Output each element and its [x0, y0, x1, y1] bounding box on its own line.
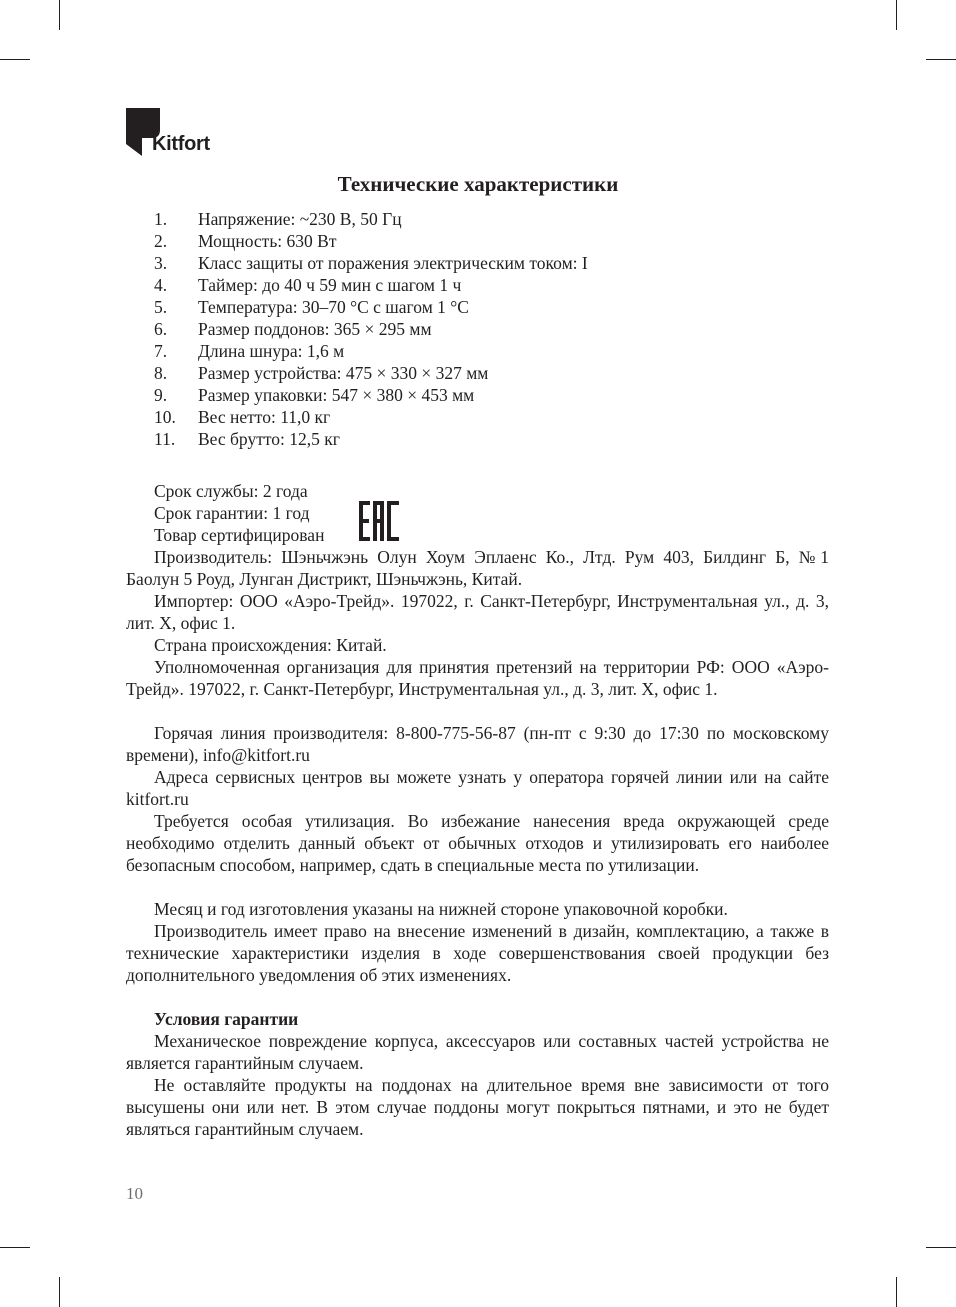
- warranty-paragraph: Механическое повреждение корпуса, аксессуаров или составных частей устройства не является гарантийным случаем.: [126, 1031, 829, 1073]
- eac-mark-icon: [358, 500, 400, 542]
- production-date-info: Месяц и год изготовления указаны на нижней стороне упаковочной коробки.: [154, 899, 728, 919]
- crop-mark-top-right-v: [896, 0, 897, 30]
- authorized-organization: Уполномоченная организация для принятия претензий на территории РФ: ООО «Аэро-Трейд». 197022, г. Санкт-Петербург, Инструментальная ул., д. 3, лит. Х, офис 1.: [126, 657, 829, 699]
- list-item: 8. Размер устройства: 475 × 330 × 327 мм: [154, 363, 489, 383]
- list-item: 3. Класс защиты от поражения электрическим током: I: [154, 253, 588, 273]
- list-item: 2. Мощность: 630 Вт: [154, 231, 337, 251]
- country-of-origin: Страна происхождения: Китай.: [154, 635, 387, 655]
- crop-mark-bottom-right-v: [896, 1277, 897, 1307]
- list-item: 6. Размер поддонов: 365 × 295 мм: [154, 319, 432, 339]
- warranty-period: Срок гарантии: 1 год: [154, 503, 310, 523]
- warranty-paragraph: Не оставляйте продукты на поддонах на длительное время вне зависимости от того высушены они или нет. В этом случае поддоны могут покрыться пятнами, и это не будет являться гарантийным случаем.: [126, 1075, 829, 1139]
- service-centers-info: Адреса сервисных центров вы можете узнать у оператора горячей линии или на сайте kitfort.ru: [126, 767, 829, 809]
- changes-notice: Производитель имеет право на внесение изменений в дизайн, комплектацию, а также в технические характеристики изделия в ходе совершенствования своей продукции без дополнительного уведомления об этих изменениях.: [126, 921, 829, 985]
- hotline-info: Горячая линия производителя: 8-800-775-56-87 (пн-пт с 9:30 до 17:30 по московскому времени), info@kitfort.ru: [126, 723, 829, 765]
- crop-mark-top-right-h: [926, 59, 956, 60]
- list-item: 4. Таймер: до 40 ч 59 мин с шагом 1 ч: [154, 275, 462, 295]
- list-item: 5. Температура: 30–70 °C с шагом 1 °C: [154, 297, 469, 317]
- importer-info: Импортер: ООО «Аэро-Трейд». 197022, г. Санкт-Петербург, Инструментальная ул., д. 3, лит. Х, офис 1.: [126, 591, 829, 633]
- spec-list: [154, 208, 588, 450]
- list-item: 9. Размер упаковки: 547 × 380 × 453 мм: [154, 385, 475, 405]
- warranty-heading: Условия гарантии: [154, 1009, 299, 1029]
- page-title: Технические характеристики: [337, 172, 619, 196]
- page-number: 10: [126, 1184, 143, 1203]
- list-item: 7. Длина шнура: 1,6 м: [154, 341, 345, 361]
- manufacturer-info: Производитель: Шэньчжэнь Олун Хоум Эплаенс Ко., Лтд. Рум 403, Билдинг Б, №1 Баолун 5 Роуд, Лунган Дистрикт, Шэньчжэнь, Китай.: [126, 547, 829, 589]
- crop-mark-bottom-left-h: [0, 1247, 30, 1248]
- certified-note: Товар сертифицирован: [154, 525, 325, 545]
- crop-mark-bottom-right-h: [926, 1247, 956, 1248]
- crop-mark-top-left-v: [59, 0, 60, 30]
- list-item: 11. Вес брутто: 12,5 кг: [154, 429, 340, 449]
- disposal-info: Требуется особая утилизация. Во избежание нанесения вреда окружающей среде необходимо отделить данный объект от обычных отходов и утилизировать его наиболее безопасным способом, например, сдать в специальные места по утилизации.: [126, 811, 829, 875]
- service-life: Срок службы: 2 года: [154, 481, 308, 501]
- brand-name: Kitfort: [152, 133, 210, 155]
- crop-mark-bottom-left-v: [59, 1277, 60, 1307]
- crop-mark-top-left-h: [0, 59, 30, 60]
- list-item: 10. Вес нетто: 11,0 кг: [154, 407, 331, 427]
- list-item: 1. Напряжение: ~230 В, 50 Гц: [154, 209, 402, 229]
